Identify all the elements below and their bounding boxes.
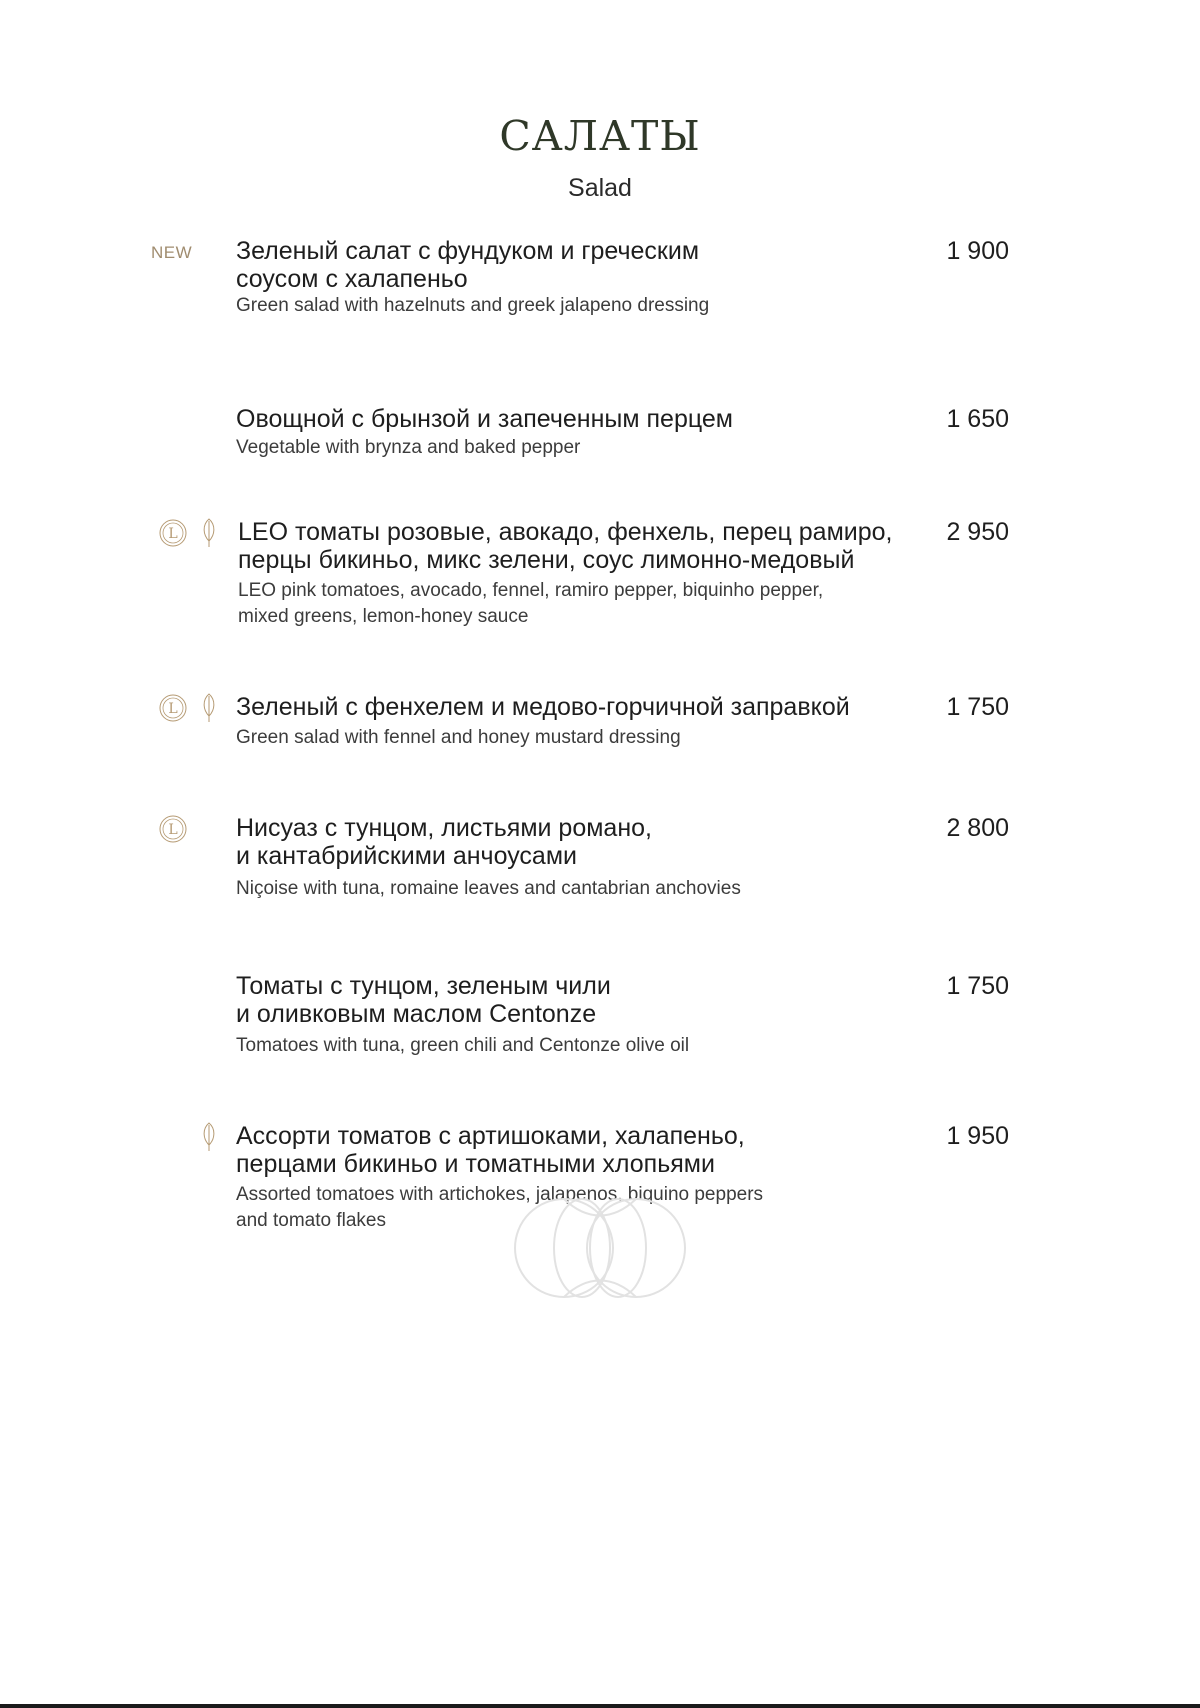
dish-description: Assorted tomatoes with artichokes, jalapenos, biquino peppers and tomato flakes	[236, 1184, 764, 1231]
dish-price: 1 750	[946, 972, 1009, 1000]
dish-description: Niçoise with tuna, romaine leaves and cantabrian anchovies	[236, 878, 741, 899]
dish-name: Овощной с брынзой и запеченным перцем	[236, 405, 733, 433]
new-badge: NEW	[151, 243, 193, 262]
dish-price: 2 950	[946, 518, 1009, 546]
dish-description: Vegetable with brynza and baked pepper	[236, 437, 581, 458]
svg-text:L: L	[168, 822, 178, 838]
svg-text:L: L	[168, 701, 178, 717]
page-subtitle: Salad	[568, 174, 632, 202]
dish-description: Tomatoes with tuna, green chili and Centonze olive oil	[236, 1035, 690, 1056]
l-monogram-icon	[158, 814, 188, 844]
page-title: САЛАТЫ	[499, 112, 701, 160]
dish-description: Green salad with hazelnuts and greek jalapeno dressing	[236, 295, 710, 316]
dish-name: Зеленый салат с фундуком и греческим соусом с халапеньо	[236, 237, 700, 293]
dish-name: Ассорти томатов с артишоками, халапеньо, перцами бикиньо и томатными хлопьями	[236, 1122, 745, 1178]
dish-description: LEO pink tomatoes, avocado, fennel, ramiro pepper, biquinho pepper, mixed greens, lemon-honey sauce	[238, 580, 824, 627]
dish-name: Нисуаз с тунцом, листьями романо, и кантабрийскими анчоусами	[236, 814, 652, 870]
dish-price: 1 950	[946, 1122, 1009, 1150]
dish-description: Green salad with fennel and honey mustard dressing	[236, 727, 681, 748]
bottom-border	[0, 1704, 1200, 1708]
svg-text:L: L	[168, 526, 178, 542]
leaf-icon	[200, 517, 218, 549]
decorative-emblem-icon	[492, 1196, 708, 1300]
dish-price: 2 800	[946, 814, 1009, 842]
leaf-icon	[200, 1121, 218, 1153]
dish-name: LEO томаты розовые, авокадо, фенхель, перец рамиро, перцы бикиньо, микс зелени, соус лимонно-медовый	[238, 518, 893, 574]
dish-price: 1 750	[946, 693, 1009, 721]
l-monogram-icon	[158, 518, 188, 548]
dish-name: Зеленый с фенхелем и медово-горчичной заправкой	[236, 693, 850, 721]
l-monogram-icon	[158, 693, 188, 723]
dish-price: 1 650	[946, 405, 1009, 433]
dish-price: 1 900	[946, 237, 1009, 265]
leaf-icon	[200, 692, 218, 724]
dish-name: Томаты с тунцом, зеленым чили и оливковым маслом Centonze	[236, 972, 611, 1028]
